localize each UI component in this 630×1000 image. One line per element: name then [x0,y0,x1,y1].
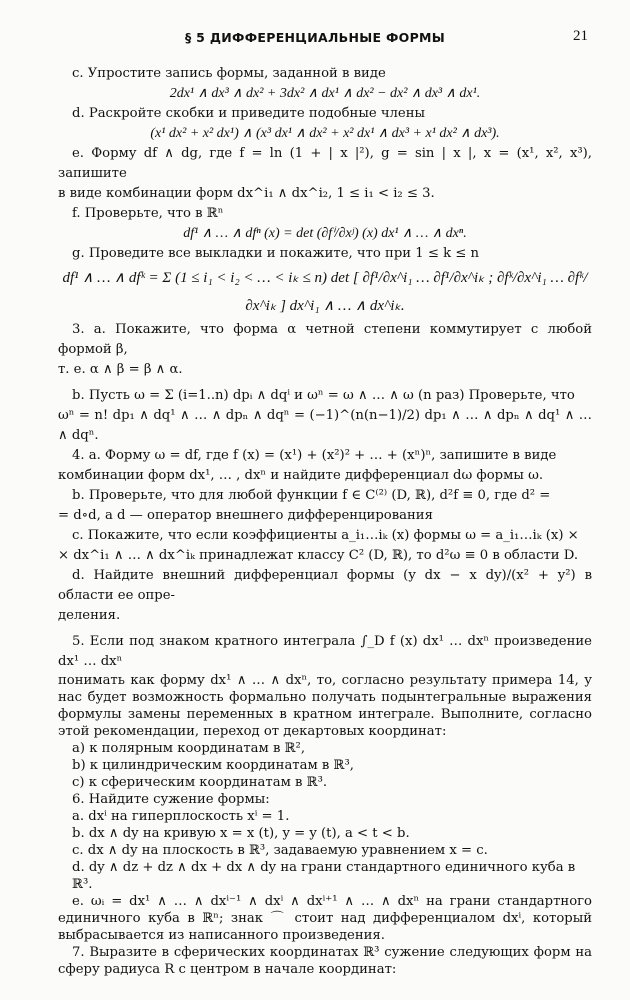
line-18: c. Покажите, что если коэффициенты a_i₁…iₖ (x) формы ω = a_i₁…iₖ (x) × [72,528,579,543]
line-29: b. dx ∧ dy на кривую x = x (t), y = y (t), a < t < b. [72,826,410,841]
line-33: 7. Выразите в сферических координатах ℝ³ сужение следующих форм на сферу радиуса R с центром в начале координат: [58,945,592,977]
line-15: комбинации форм dx¹, … , dxⁿ и найдите дифференциал dω формы ω. [58,468,544,483]
line-14: 4. a. Форму ω = df, где f (x) = (x¹) + (x²)² + … + (xⁿ)ⁿ, запишите в виде [72,448,557,463]
line-6: f. Проверьте, что в ℝⁿ [72,206,224,221]
line-25: b) к цилиндрическим координатам в ℝ³, [72,758,354,773]
formula-7: df¹ ∧ … ∧ dfⁿ (x) = det (∂fⁱ/∂xʲ) (x) dx¹ ∧ … ∧ dxⁿ. [183,226,467,241]
line-0: c. Упростите запись формы, заданной в виде [72,66,386,81]
line-20: d. Найдите внешний дифференциал формы (y dx − x dy)/(x² + y²) в области ее опре- [58,568,592,603]
line-26: c) к сферическим координатам в ℝ³. [72,775,328,790]
formula-9: df¹ ∧ … ∧ dfᵏ = Σ (1 ≤ i₁ < i₂ < … < iₖ ≤ n) det [ ∂f¹/∂x^i₁ … ∂f¹/∂x^iₖ ; ∂fᵏ/∂x^i₁ … ∂fᵏ/∂x^iₖ ] dx^i₁ ∧ … ∧ dx^iₖ. [62,270,588,314]
line-23: понимать как форму dx¹ ∧ … ∧ dxⁿ, то, согласно результату примера 14, у нас будет возможность формально получать подынтегральные выражения формулы замены переменных в кратном интеграле. Выполните, согласно этой рекомендации, переход от декартовых координат: [58,673,592,739]
line-28: a. dxⁱ на гиперплоскость xⁱ = 1. [72,809,290,824]
running-header: § 5 ДИФФЕРЕНЦИАЛЬНЫЕ ФОРМЫ [184,30,446,45]
line-13: ωⁿ = n! dp₁ ∧ dq¹ ∧ … ∧ dpₙ ∧ dqⁿ = (−1)^(n(n−1)/2) dp₁ ∧ … ∧ dpₙ ∧ dq¹ ∧ … ∧ dqⁿ. [58,408,592,443]
formula-1: 2dx¹ ∧ dx³ ∧ dx² + 3dx² ∧ dx¹ ∧ dx² − dx² ∧ dx³ ∧ dx¹. [169,86,481,101]
line-22: 5. Если под знаком кратного интеграла ∫_D f (x) dx¹ … dxⁿ произведение dx¹ … dxⁿ [58,634,592,669]
page-body [58,64,592,978]
line-32: e. ωᵢ = dx¹ ∧ … ∧ dxⁱ⁻¹ ∧ dxⁱ ∧ dxⁱ⁺¹ ∧ … ∧ dxⁿ на грани стандартного единичного куба в ℝⁿ; знак ⌒ стоит над дифференциалом dxⁱ, который выбрасывается из написанного произведения. [58,894,592,943]
line-12: b. Пусть ω = Σ (i=1..n) dpᵢ ∧ dqⁱ и ωⁿ = ω ∧ … ∧ ω (n раз) Проверьте, что [72,388,575,403]
line-8: g. Проведите все выкладки и покажите, что при 1 ≤ k ≤ n [72,246,480,261]
line-24: a) к полярным координатам в ℝ², [72,741,306,756]
line-10: 3. a. Покажите, что форма α четной степени коммутирует с любой формой β, [58,322,592,357]
line-19: × dx^i₁ ∧ … ∧ dx^iₖ принадлежат классу C² (D, ℝ), то d²ω ≡ 0 в области D. [58,548,579,563]
line-21: деления. [58,608,121,623]
line-27: 6. Найдите сужение формы: [72,792,270,807]
line-17: = d∘d, а d — оператор внешнего дифференцирования [58,508,433,523]
line-11: т. е. α ∧ β = β ∧ α. [58,362,183,377]
line-5: в виде комбинации форм dx^i₁ ∧ dx^i₂, 1 ≤ i₁ < i₂ ≤ 3. [58,186,435,201]
line-30: c. dx ∧ dy на плоскость в ℝ³, задаваемую уравнением x = c. [72,843,488,858]
page-number: 21 [573,28,588,44]
line-4: e. Форму df ∧ dg, где f = ln (1 + | x |²), g = sin | x |, x = (x¹, x², x³), запишите [58,146,592,181]
line-16: b. Проверьте, что для любой функции f ∈ C⁽²⁾ (D, ℝ), d²f ≡ 0, где d² = [72,488,551,503]
line-31: d. dy ∧ dz + dz ∧ dx + dx ∧ dy на грани стандартного единичного куба в ℝ³. [72,860,576,892]
line-2: d. Раскройте скобки и приведите подобные члены [72,106,426,121]
formula-3: (x¹ dx² + x² dx¹) ∧ (x³ dx¹ ∧ dx² + x² dx¹ ∧ dx³ + x¹ dx² ∧ dx³). [150,126,500,141]
